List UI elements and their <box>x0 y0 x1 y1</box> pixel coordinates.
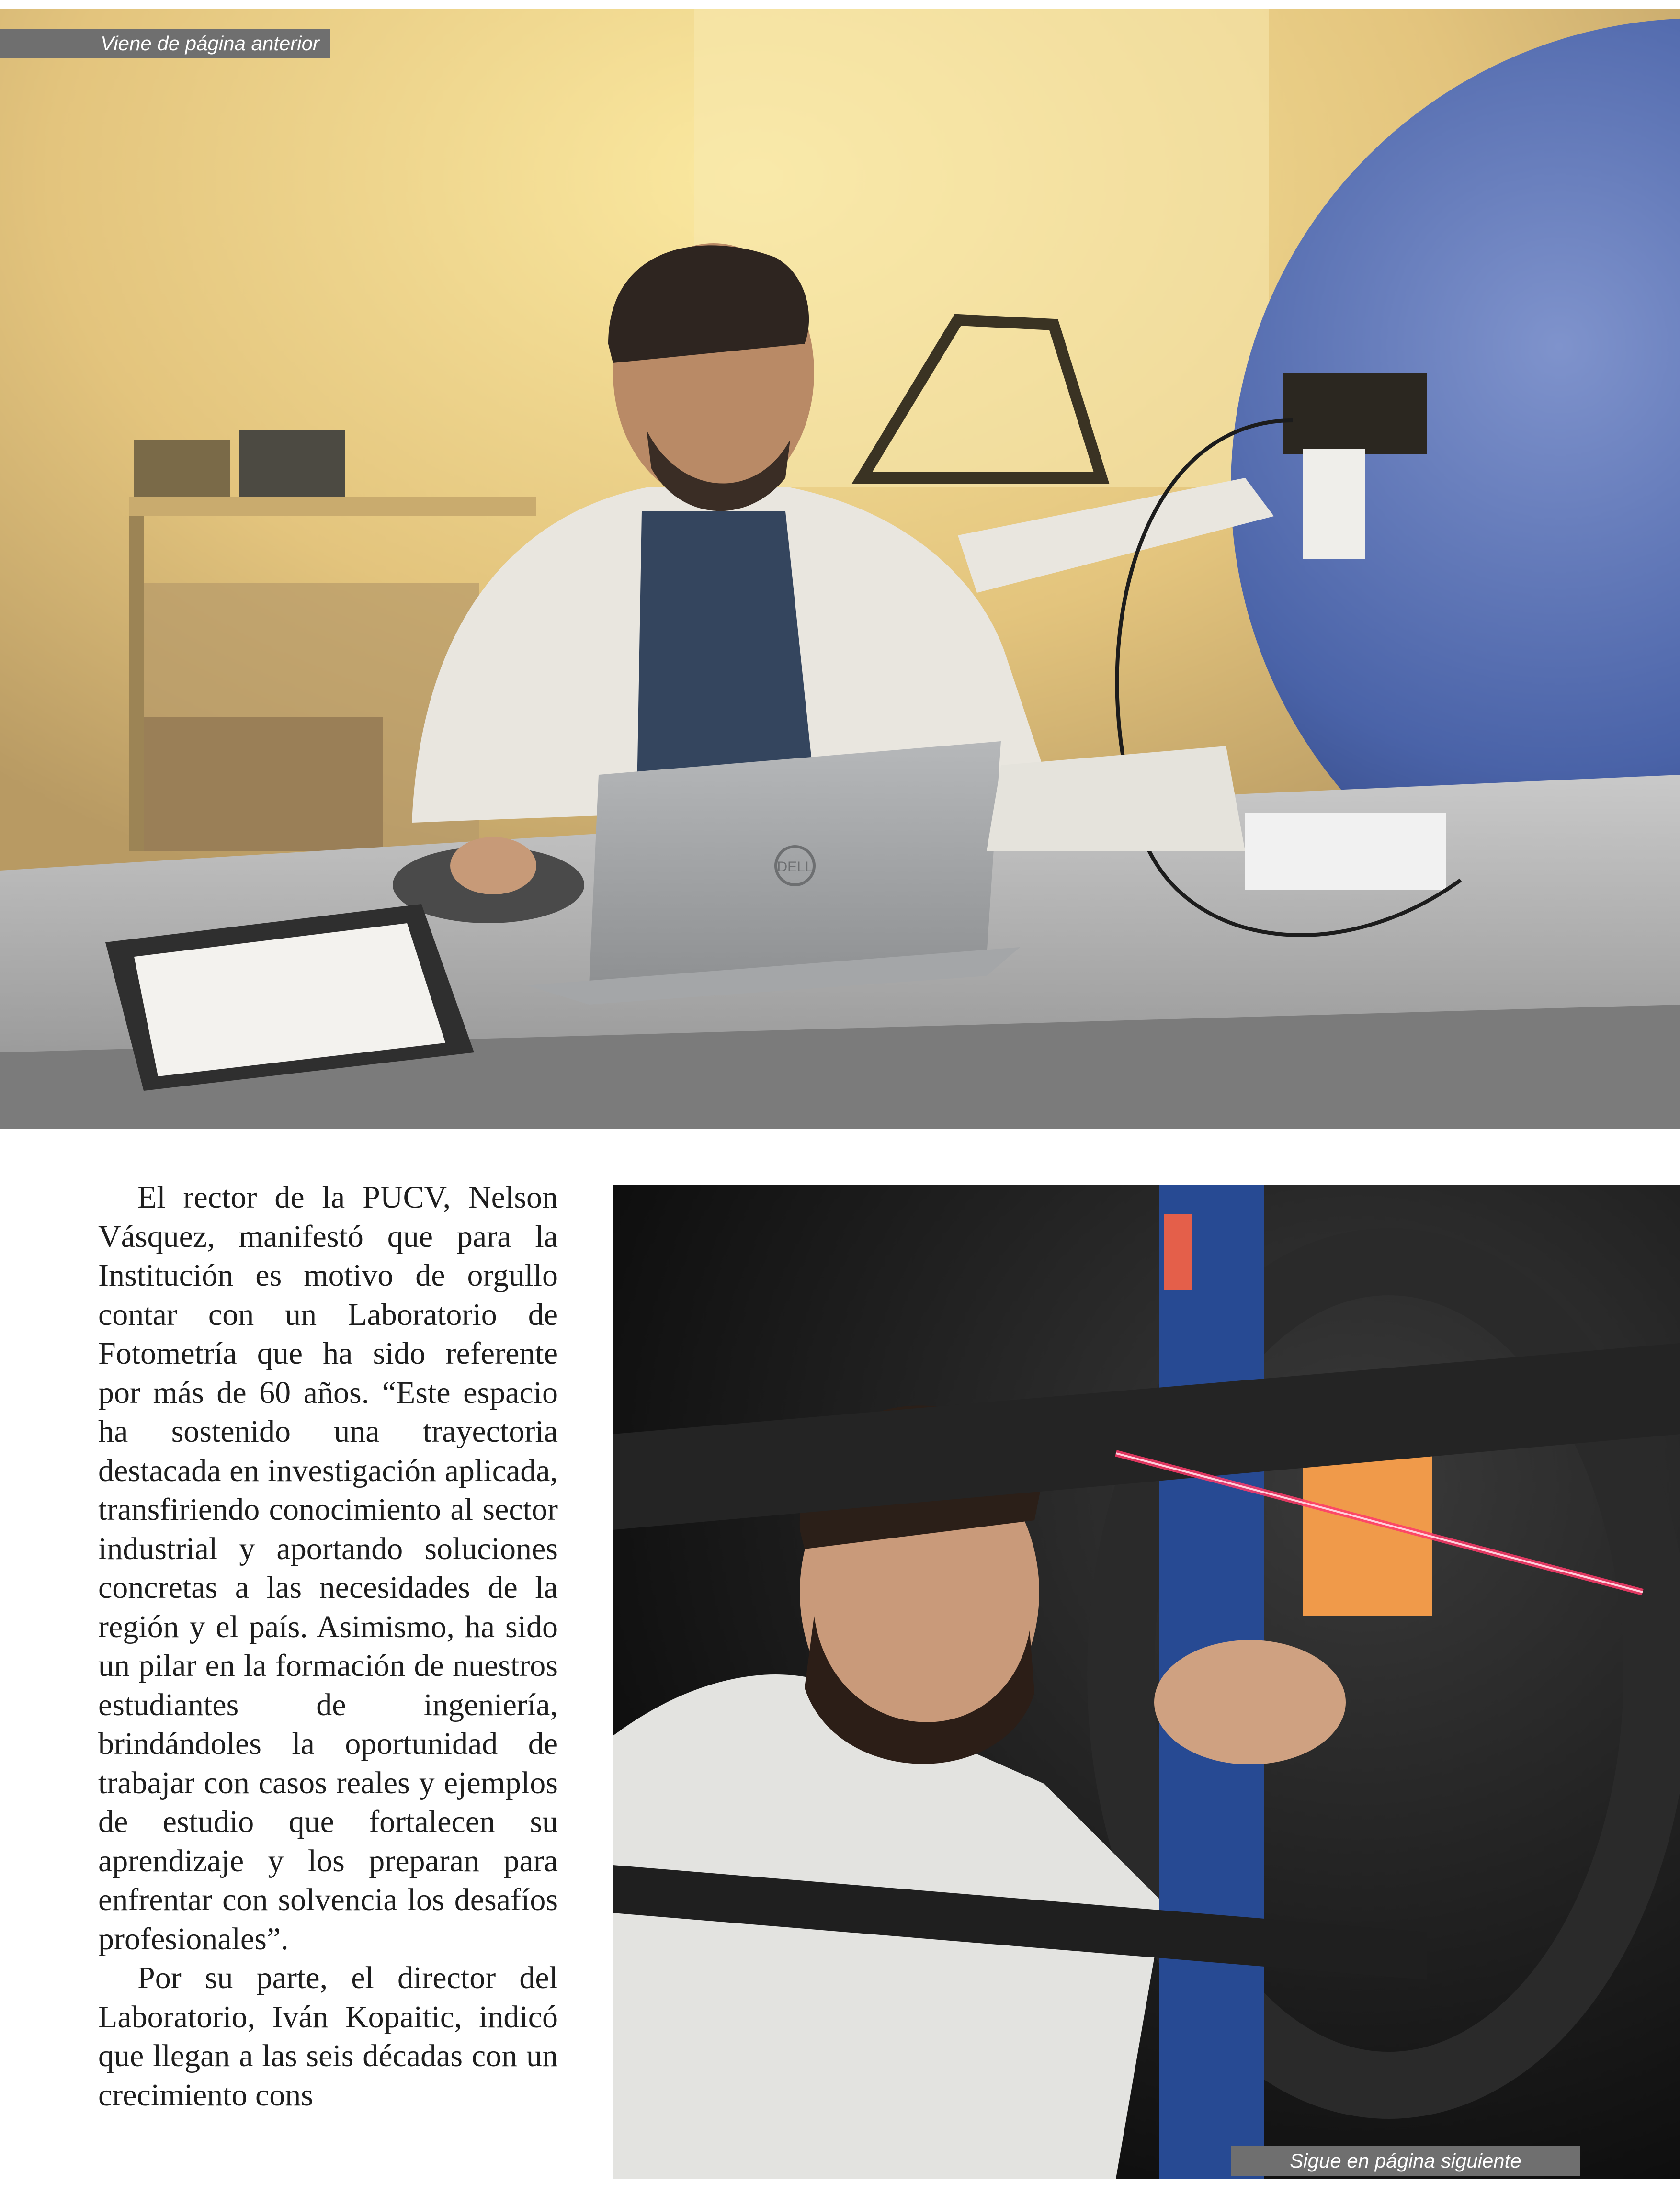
top-photo-illustration <box>0 9 1680 1129</box>
bottom-photo-illustration <box>613 1185 1680 2179</box>
continues-label: Sigue en página siguiente <box>1231 2146 1580 2176</box>
article-body <box>98 1178 558 2115</box>
continued-from-label: Viene de página anterior <box>0 29 330 58</box>
article-paragraph: El rector de la PUCV, Nelson Vásquez, manifestó que para la Institución es motivo de orgullo contar con un Laboratorio de Fotometría que ha sido referente por más de 60 años. “Este espacio ha sostenido una trayectoria destacada en investigación aplicada, transfiriendo conocimiento al sector industrial y aportando soluciones concretas a las necesidades de la región y el país. Asimismo, ha sido un pilar en la formación de nuestros estudiantes de ingeniería, brindándoles la oportunidad de trabajar con casos reales y ejemplos de estudio que fortalecen su aprendizaje y los preparan para enfrentar con solvencia los desafíos profesionales”. <box>98 1180 558 1957</box>
article-paragraph: Por su parte, el director del Laboratorio, Iván Kopaitic, indicó que llegan a las seis décadas con un crecimiento cons <box>98 1960 558 2113</box>
bottom-photo <box>613 1185 1680 2179</box>
top-photo <box>0 9 1680 1129</box>
svg-text:DELL: DELL <box>777 859 813 875</box>
